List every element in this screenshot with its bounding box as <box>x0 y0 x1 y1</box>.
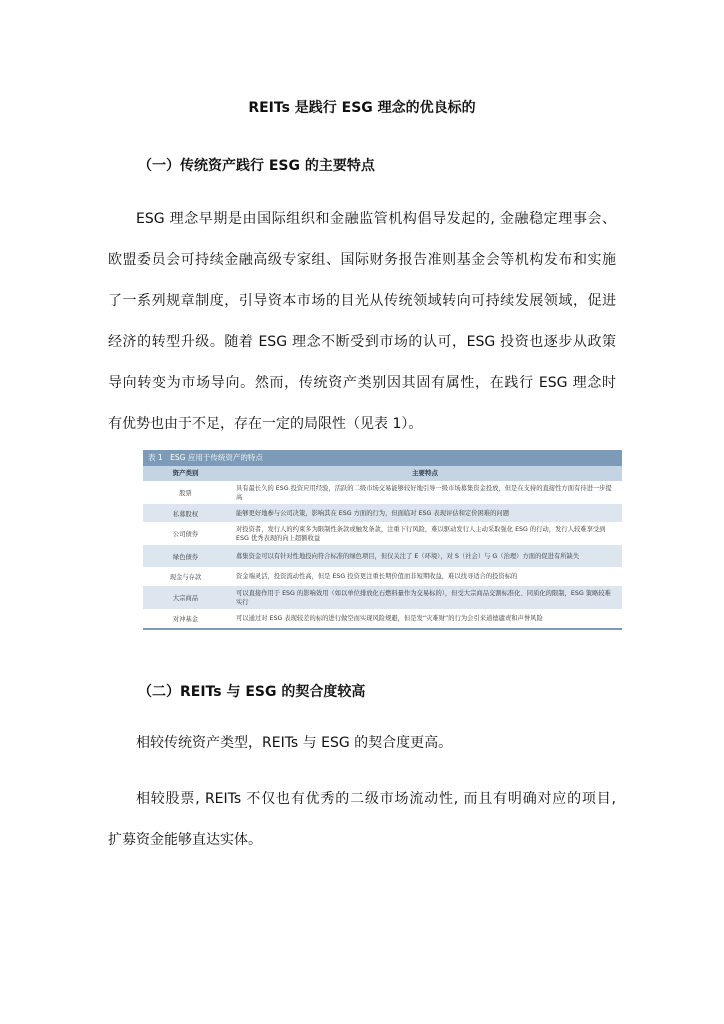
table-cell-feature: 可以通过对 ESG 表现较差的标的进行做空而实现风险规避，但是发“灾难财”的行为会引来道德谴责和声誉风险 <box>236 615 543 622</box>
paragraph-3 <box>108 779 616 861</box>
paragraph-2-line: 相较传统资产类型，REITs 与 ESG 的契合度更高。 <box>136 735 453 751</box>
table-row <box>143 567 622 586</box>
table-cell-category: 股票 <box>179 490 192 497</box>
table-header-category: 资产类别 <box>172 469 199 477</box>
table-row <box>143 481 622 504</box>
table-cell-feature: 资金端灵活，投资流动性高，但是 ESG 投资更注重长期价值而非短期收益，难以找寻适合的投资标的 <box>236 573 518 580</box>
paragraph-1-line: ESG 理念早期是由国际组织和金融监管机构倡导发起的, 金融稳定理事会、 <box>136 211 616 227</box>
table-cell-category: 公司债券 <box>172 531 199 538</box>
table-caption: 表 1 ESG 应用于传统资产的特点 <box>143 450 622 466</box>
table-row <box>143 545 622 567</box>
paragraph-1-line: 了一系列规章制度，引导资本市场的目光从传统领域转向可持续发展领域，促进 <box>108 293 616 309</box>
table-cell-feature: 对投资者，发行人的约束多为限制性条款或触发条款，注重下行风险，难以驱动发行人主动采取强化 ESG 的行动，发行人较难享受到 ESG 优秀表现的向上超额收益 <box>236 525 606 542</box>
paragraph-1-line: 导向转变为市场导向。然而，传统资产类别因其固有属性，在践行 ESG 理念时 <box>108 375 616 391</box>
table-header-row <box>143 466 622 481</box>
paragraph-1-line: 有优势也由于不足，存在一定的局限性（见表 1）。 <box>108 416 423 432</box>
table-cell-category: 大宗商品 <box>172 595 199 602</box>
table-row <box>143 504 622 522</box>
paragraph-1-line: 欧盟委员会可持续金融高级专家组、国际财务报告准则基金会等机构发布和实施 <box>108 252 616 268</box>
table-cell-category: 绿色债券 <box>172 553 199 561</box>
table-row <box>143 586 622 609</box>
table-cell-category: 现金与存款 <box>169 574 202 581</box>
table-row <box>143 522 622 545</box>
paragraph-2 <box>108 723 616 764</box>
table-cell-feature: 能够更好地参与公司决策，影响其在 ESG 方面的行为，但面临对 ESG 表现评估和定价困难的问题 <box>236 509 509 517</box>
paragraph-3-line: 相较股票, REITs 不仅也有优秀的二级市场流动性, 而且有明确对应的项目, <box>136 791 616 807</box>
table-header-feature: 主要特点 <box>412 469 438 477</box>
table-bottom-rule <box>143 628 622 630</box>
section-heading-1: （一）传统资产践行 ESG 的主要特点 <box>138 158 375 174</box>
paragraph-1-line: 经济的转型升级。随着 ESG 理念不断受到市场的认可，ESG 投资也逐步从政策 <box>108 334 616 350</box>
table-row <box>143 609 622 628</box>
table-cell-feature: 募集资金可以有针对性地投向符合标准的绿色项目，但仅关注了 E（环境），对 S（社会）与 G（治理）方面的促进有所缺失 <box>236 552 580 560</box>
section-heading-2: （二）REITs 与 ESG 的契合度较高 <box>138 684 366 700</box>
table-cell-category: 私募股权 <box>172 510 199 518</box>
asset-esg-table <box>143 450 622 630</box>
table-cell-feature: 可以直接作用于 ESG 的影响效用（如以单位排放化石燃料量作为交易标的），但受大宗商品交割标准化、同质化的限制，ESG 策略较难实行 <box>236 589 611 606</box>
paragraph-1 <box>108 199 616 445</box>
document-title: REITs 是践行 ESG 理念的优良标的 <box>248 100 476 116</box>
table-cell-feature: 具有最长久的 ESG 投资应用经验，活跃的二级市场交易能够较好地引导一级市场募集资金投放，但是在支持的直接性方面有待进一步提高 <box>236 484 612 501</box>
table-cell-category: 对冲基金 <box>172 616 199 623</box>
paragraph-3-line: 扩募资金能够直达实体。 <box>108 832 262 848</box>
